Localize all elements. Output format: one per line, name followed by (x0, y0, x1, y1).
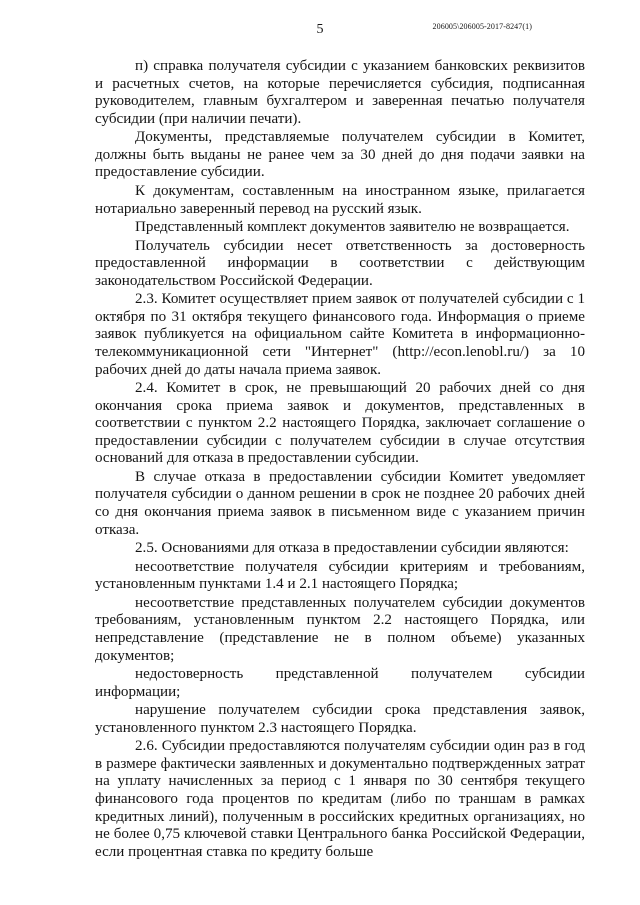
paragraph-responsibility: Получатель субсидии несет ответственность за достоверность предоставленной информации в соответствии с действующим законодательством Российской Федерации. (95, 237, 585, 289)
paragraph-2-6: 2.6. Субсидии предоставляются получателям субсидии один раз в год в размере фактически заявленных и документально подтвержденных затрат на уплату начисленных за период с 1 января по 30 сентября текущего финансового года процентов по кредитам (либо по траншам в рамках кредитных линий), полученным в российских кредитных организациях, но не более 0,75 ключевой ставки Центрального банка Российской Федерации, если процентная ставка по кредиту больше (95, 738, 585, 860)
paragraph-ground-deadline: нарушение получателем субсидии срока представления заявок, установленного пунктом 2.3 настоящего Порядка. (95, 702, 585, 736)
document-code: 206005\206005-2017-8247(1) (432, 22, 532, 31)
paragraph-refusal-notice: В случае отказа в предоставлении субсидии Комитет уведомляет получателя субсидии о данном решении в срок не позднее 20 рабочих дней со дня окончания приема заявок в письменном виде с указанием причин отказа. (95, 468, 585, 538)
paragraph-ground-criteria: несоответствие получателя субсидии критериям и требованиям, установленным пунктами 1.4 и 2.1 настоящего Порядка; (95, 558, 585, 593)
paragraph-2-4: 2.4. Комитет в срок, не превышающий 20 рабочих дней со дня окончания срока приема заявок и документов, представленных в соответствии с пунктом 2.2 настоящего Порядка, заключает соглашение о предоставлении субсидии с получателем субсидии в случае отсутствия оснований для отказа в предоставлении субсидии. (95, 380, 585, 467)
paragraph-item-p: п) справка получателя субсидии с указанием банковских реквизитов и расчетных счетов, на которые перечисляется субсидия, подписанная руководителем, главным бухгалтером и заверенная печатью получателя субсидии (при наличии печати). (95, 58, 585, 127)
paragraph-not-returned: Представленный комплект документов заявителю не возвращается. (135, 219, 570, 236)
paragraph-2-5: 2.5. Основаниями для отказа в предоставлении субсидии являются: (135, 540, 569, 557)
document-body (95, 58, 585, 862)
page-number: 5 (316, 22, 324, 37)
paragraph-foreign-documents: К документам, составленным на иностранном языке, прилагается нотариально заверенный перевод на русский язык. (95, 182, 585, 217)
paragraph-documents-validity: Документы, представляемые получателем субсидии в Комитет, должны быть выданы не ранее чем за 30 дней до дня подачи заявки на предоставление субсидии. (95, 129, 585, 181)
paragraph-2-3: 2.3. Комитет осуществляет прием заявок от получателей субсидии с 1 октября по 31 октября текущего финансового года. Информация о приеме заявок публикуется на официальном сайте Комитета в информационно-телекоммуникационной сети "Интернет" (http://econ.lenobl.ru/) за 10 рабочих дней до даты начала приема заявок. (95, 291, 585, 378)
paragraph-ground-unreliable: недостоверность представленной получателем субсидии информации; (95, 665, 585, 700)
paragraph-ground-documents: несоответствие представленных получателем субсидии документов требованиям, установленным пунктом 2.2 настоящего Порядка, или непредставление (представление не в полном объеме) указанных документов; (95, 594, 585, 664)
